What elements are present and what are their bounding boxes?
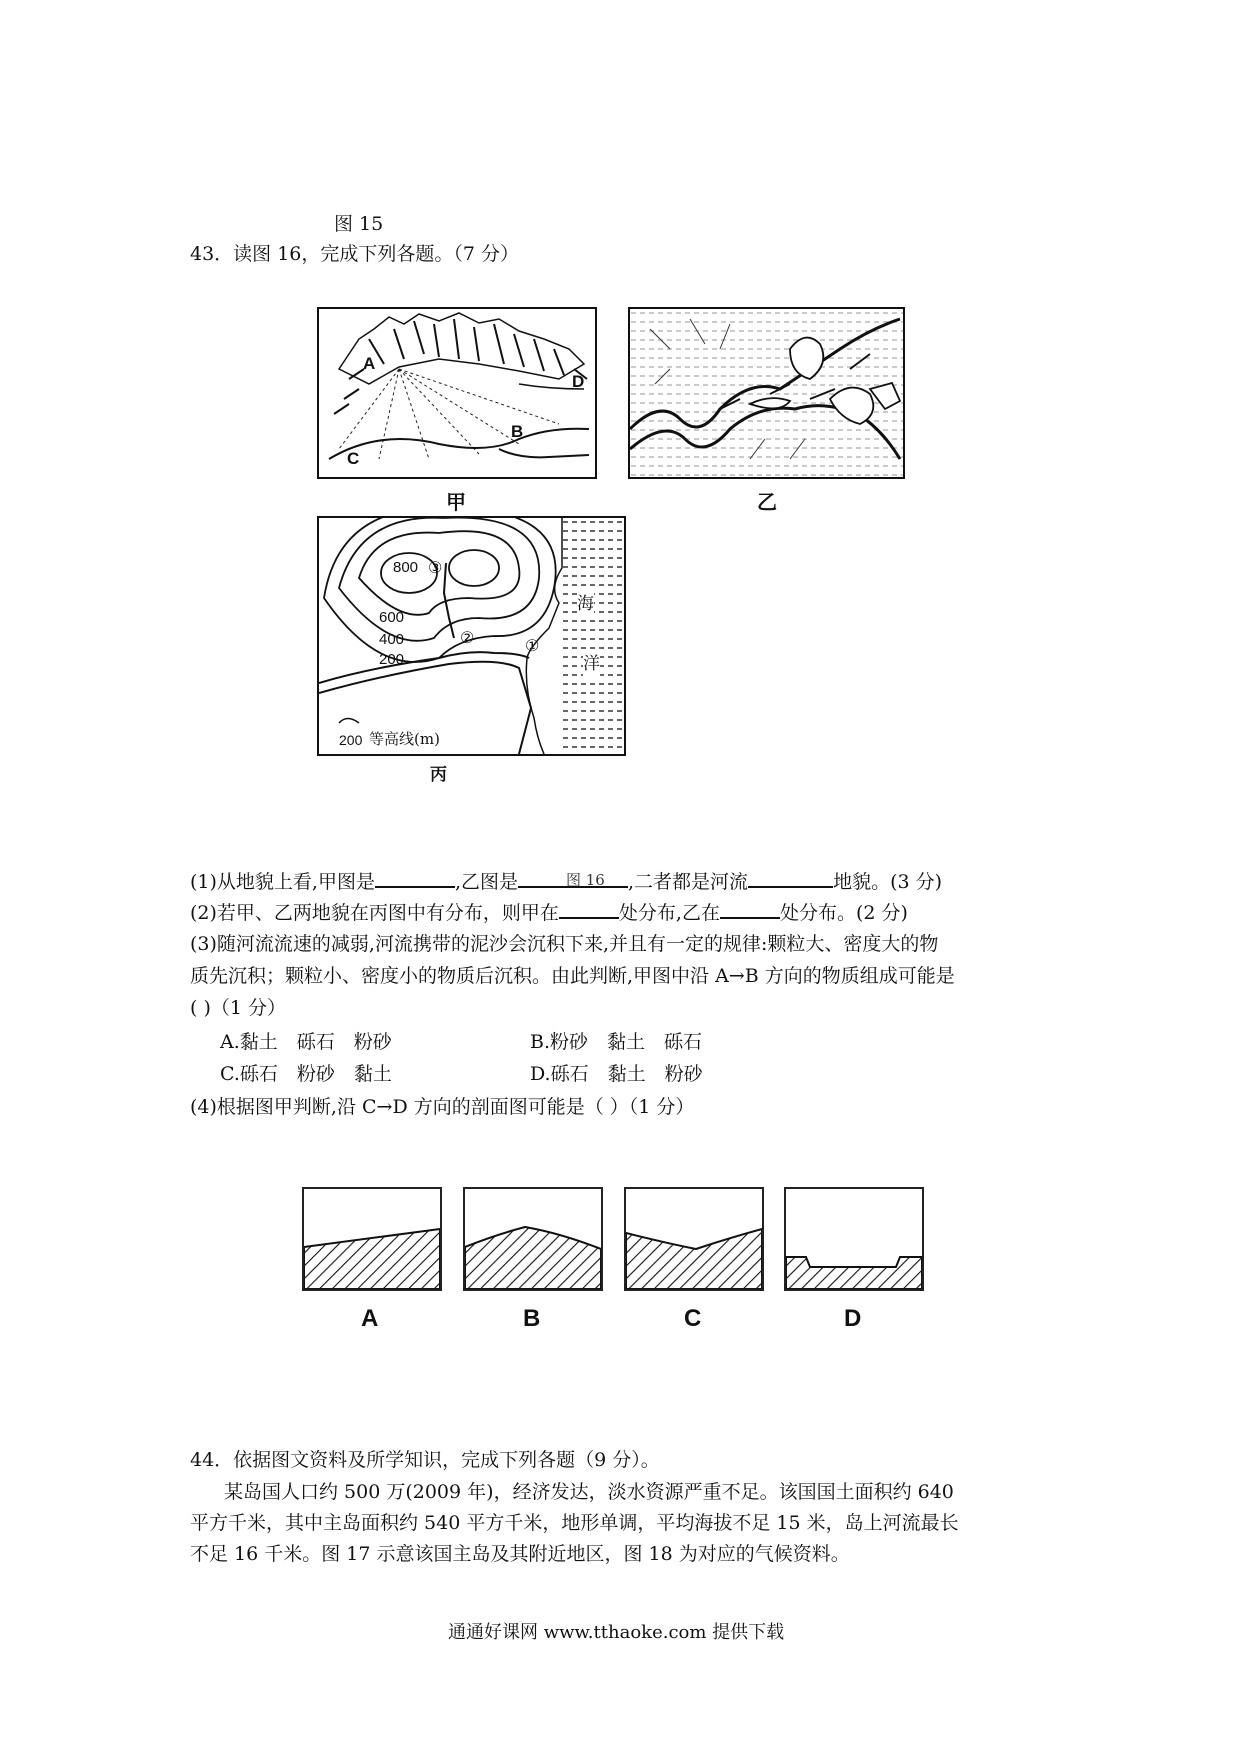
figure-bing-label: 丙	[430, 765, 447, 785]
figure-bing-contour-map	[317, 516, 626, 756]
figure-yi-label: 乙	[757, 490, 777, 514]
option-b[interactable]: B.粉砂 黏土 砾石	[530, 1031, 703, 1053]
site-1: ①	[525, 636, 540, 655]
site-3: ③	[428, 558, 443, 577]
figure-jia-alluvial-fan	[317, 307, 597, 479]
jia-point-c: C	[347, 449, 360, 468]
profile-c[interactable]	[624, 1187, 764, 1291]
q43-sub3-answer: ( )（1 分）	[190, 997, 286, 1019]
figure-16-overlay-caption: 图 16	[566, 871, 605, 889]
sea-label-hai: 海	[577, 594, 594, 614]
figure-15-caption: 图 15	[334, 213, 384, 235]
q43-sub1: (1)从地貌上看,甲图是 ,乙图是 ,二者都是河流 地貌。(3 分)	[190, 868, 942, 894]
option-c[interactable]: C.砾石 粉砂 黏土	[220, 1063, 392, 1085]
legend-contour-value: 200	[339, 732, 363, 748]
profile-a[interactable]	[302, 1187, 442, 1291]
q43-sub4: (4)根据图甲判断,沿 C→D 方向的剖面图可能是（ ）（1 分）	[190, 1096, 695, 1118]
question-44-stem: 44．依据图文资料及所学知识，完成下列各题（9 分）。	[190, 1449, 660, 1471]
figure-jia-label: 甲	[446, 490, 466, 514]
blank-2-yi[interactable]	[720, 899, 780, 919]
jia-point-b: B	[511, 422, 524, 441]
alluvial-fan-sketch	[319, 309, 595, 477]
q44-para-line2: 平方千米，其中主岛面积约 540 平方千米，地形单调，平均海拔不足 15 米，岛上河流最长	[190, 1512, 959, 1534]
profile-b[interactable]	[463, 1187, 603, 1291]
q43-sub3-line2: 质先沉积；颗粒小、密度小的物质后沉积。由此判断,甲图中沿 A→B 方向的物质组成可能是	[190, 965, 955, 987]
q44-para-line1: 某岛国人口约 500 万(2009 年)，经济发达，淡水资源严重不足。该国国土面积约 640	[224, 1481, 954, 1503]
sea-label-yang: 洋	[583, 654, 600, 674]
delta-sketch	[630, 309, 903, 477]
q43-sub3-line1: (3)随河流流速的减弱,河流携带的泥沙会沉积下来,并且有一定的规律:颗粒大、密度大的物	[190, 933, 939, 955]
site-2: ②	[460, 628, 475, 647]
profile-d[interactable]	[784, 1187, 924, 1291]
profile-c-label: C	[684, 1305, 702, 1332]
contour-label-800: 800	[393, 559, 419, 576]
contour-label-600: 600	[379, 609, 405, 626]
option-d[interactable]: D.砾石 黏土 粉砂	[530, 1063, 703, 1085]
legend-contour-text: 等高线(m)	[369, 730, 440, 748]
option-a[interactable]: A.黏土 砾石 粉砂	[220, 1031, 392, 1053]
contour-label-200: 200	[379, 651, 405, 668]
q43-sub2: (2)若甲、乙两地貌在丙图中有分布，则甲在 处分布,乙在 处分布。(2 分)	[190, 899, 908, 925]
jia-point-a: A	[363, 354, 376, 373]
profile-b-label: B	[523, 1305, 541, 1332]
profile-a-label: A	[361, 1305, 379, 1332]
contour-label-400: 400	[379, 631, 405, 648]
question-43-stem: 43．读图 16，完成下列各题。（7 分）	[190, 243, 520, 265]
blank-1-river[interactable]	[748, 868, 833, 888]
blank-1-jia[interactable]	[375, 868, 455, 888]
figure-yi-delta	[628, 307, 905, 479]
jia-point-d: D	[572, 372, 585, 391]
blank-2-jia[interactable]	[559, 899, 619, 919]
footer-source: 通通好课网 www.tthaoke.com 提供下载	[448, 1622, 785, 1643]
q44-para-line3: 不足 16 千米。图 17 示意该国主岛及其附近地区，图 18 为对应的气候资料。	[190, 1543, 850, 1565]
profile-d-label: D	[844, 1305, 862, 1332]
